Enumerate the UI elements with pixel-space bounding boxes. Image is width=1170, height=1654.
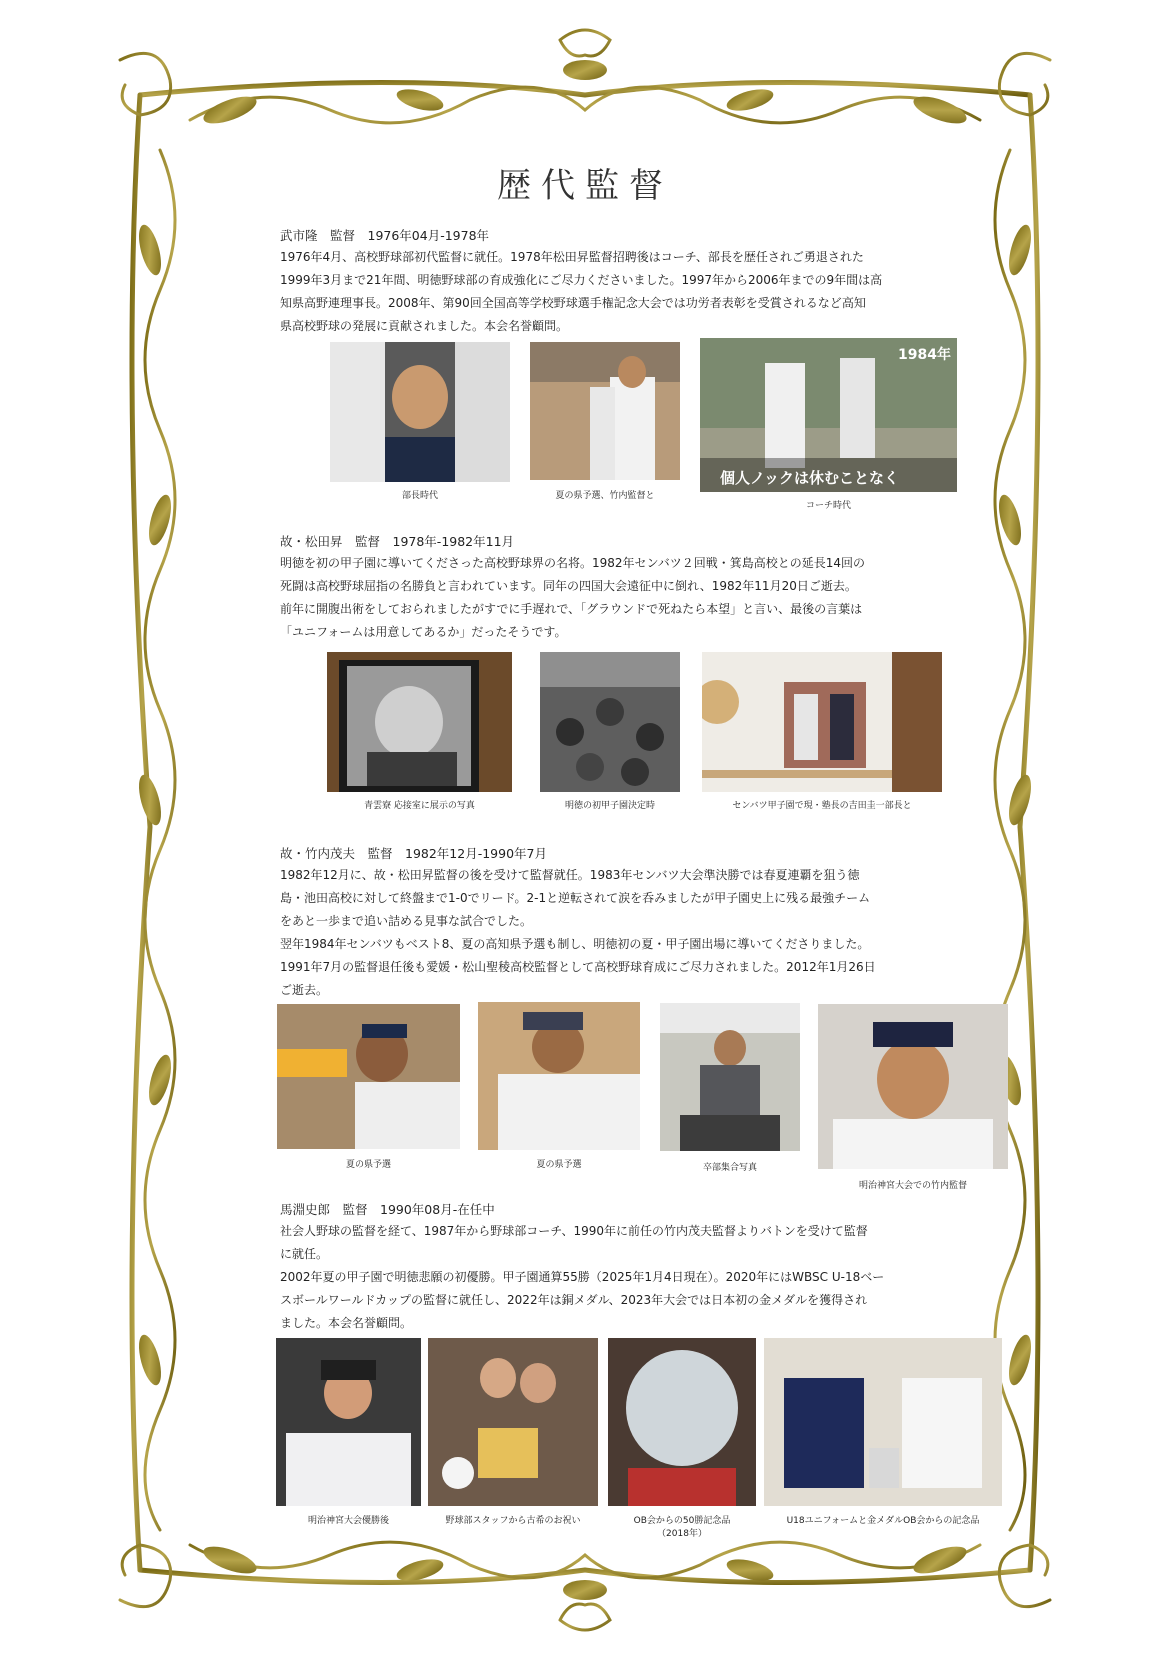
caption: 夏の県予選、竹内監督と <box>555 491 655 501</box>
video-subtitle-overlay: 個人ノックは休むことなく <box>720 469 899 487</box>
body-line: 1982年12月に、故・松田昇監督の後を受けて監督就任。1983年センバツ大会準決勝では春夏連覇を狙う徳 <box>280 868 860 882</box>
caption: 明治神宮大会での竹内監督 <box>858 1181 967 1191</box>
jersey-photo-icon <box>764 1338 1002 1506</box>
photo-senbatsu <box>702 652 942 792</box>
body-line: スボールワールドカップの監督に就任し、2022年は銅メダル、2023年大会では日本初の金メダルを獲得され <box>280 1293 868 1307</box>
body-line: ました。本会名誉顧問。 <box>280 1316 413 1330</box>
photo-seiunryo <box>327 652 512 792</box>
caption: 野球部スタッフから古希のお祝い <box>445 1516 581 1526</box>
photo-u18 <box>764 1338 1002 1506</box>
body-line: 県高校野球の発展に貢献されました。本会名誉顧問。 <box>280 319 569 333</box>
page-title: 歴代監督 <box>497 166 673 206</box>
portrait-photo-icon <box>330 342 510 482</box>
photo-koki <box>428 1338 598 1506</box>
section-heading-matsuda: 故・松田昇 監督 1978年-1982年11月 <box>280 534 515 549</box>
shelf-display-icon <box>702 652 942 792</box>
crowd-photo-icon <box>540 652 680 792</box>
section-heading-mabuchi: 馬淵史郎 監督 1990年08月-在任中 <box>280 1202 495 1217</box>
body-line: 2002年夏の甲子園で明徳悲願の初優勝。甲子園通算55勝（2025年1月4日現在）。2020年にはWBSC U-18ベー <box>280 1270 885 1284</box>
caption: 明治神宮大会優勝後 <box>307 1516 389 1526</box>
caption: 部長時代 <box>401 491 438 501</box>
body-line: 死闘は高校野球屈指の名勝負と言われています。同年の四国大会遠征中に倒れ、1982年11月20日ご逝去。 <box>280 579 857 593</box>
caption: 夏の県予選 <box>536 1160 582 1170</box>
photo-hatsu-koshien <box>540 652 680 792</box>
photo-bucho-jidai <box>330 342 510 482</box>
photo-meiji-jingu <box>818 1004 1008 1169</box>
field-photo-icon <box>530 342 680 480</box>
photo-kochi-uniform <box>478 1002 640 1150</box>
body-line: 明徳を初の甲子園に導いてくださった高校野球界の名将。1982年センバツ２回戦・箕島高校との延長14回の <box>280 556 865 570</box>
photo-coach-jidai <box>700 338 957 492</box>
photo-yusho <box>276 1338 421 1506</box>
caption: 明徳の初甲子園決定時 <box>564 801 655 811</box>
caption-year: （2018年） <box>657 1529 707 1539</box>
caption: センバツ甲子園で現・塾長の吉田圭一部長と <box>732 801 912 811</box>
photo-natsu-kenyosen <box>530 342 680 480</box>
section-body-takeuchi <box>280 864 920 1002</box>
body-line: ご逝去。 <box>280 983 329 997</box>
celebration-photo-icon <box>428 1338 598 1506</box>
body-line: 社会人野球の監督を経て、1987年から野球部コーチ、1990年に前任の竹内茂夫監督よりバトンを受けて監督 <box>280 1224 868 1238</box>
video-year-overlay: 1984年 <box>898 347 951 363</box>
framed-portrait-icon <box>327 652 512 792</box>
caption: 卒部集合写真 <box>702 1163 757 1173</box>
drinking-photo-icon <box>277 1004 460 1149</box>
victory-photo-icon <box>276 1338 421 1506</box>
trophy-photo-icon <box>608 1338 756 1506</box>
uniform-photo-icon <box>478 1002 640 1150</box>
photo-drinking <box>277 1004 460 1149</box>
section-body-mabuchi <box>280 1220 920 1335</box>
section-body-matsuda <box>280 552 920 644</box>
photo-50sho <box>608 1338 756 1506</box>
body-line: 1976年4月、高校野球部初代監督に就任。1978年松田昇監督招聘後はコーチ、部長を歴任されご勇退された <box>280 250 864 264</box>
body-line: 1999年3月まで21年間、明徳野球部の育成強化にご尽力くださいました。1997年から2006年までの9年間は高 <box>280 273 883 287</box>
body-line: 知県高野連理事長。2008年、第90回全国高等学校野球選手権記念大会では功労者表彰を受賞されるなど高知 <box>280 296 866 310</box>
section-heading-takechi: 武市隆 監督 1976年04月-1978年 <box>280 228 490 243</box>
photo-sotsubu <box>660 1003 800 1151</box>
body-line: 前年に開腹出術をしておられましたがすでに手遅れで、「グラウンドで死ねたら本望」と言い、最後の言葉は <box>280 602 863 616</box>
group-photo-icon <box>660 1003 800 1151</box>
caption: 夏の県予選 <box>345 1160 391 1170</box>
body-line: 島・池田高校に対して終盤まで1-0でリード。2-1と逆転されて涙を呑みましたが甲子園史上に残る最強チーム <box>280 891 871 905</box>
body-line: 「ユニフォームは用意してあるか」だったそうです。 <box>280 625 567 639</box>
body-line: 翌年1984年センバツもベスト8、夏の高知県予選も制し、明徳初の夏・甲子園出場に導いてくださりました。 <box>280 937 870 951</box>
closeup-photo-icon <box>818 1004 1008 1169</box>
section-heading-takeuchi: 故・竹内茂夫 監督 1982年12月-1990年7月 <box>280 846 547 861</box>
caption: 青雲寮 応接室に展示の写真 <box>364 801 475 811</box>
body-line: をあと一歩まで追い詰める見事な試合でした。 <box>280 914 533 928</box>
section-body-takechi <box>280 246 920 338</box>
caption: コーチ時代 <box>805 501 851 511</box>
body-line: 1991年7月の監督退任後も愛媛・松山聖稜高校監督として高校野球育成にご尽力されました。2012年1月26日 <box>280 960 876 974</box>
caption: OB会からの50勝記念品 <box>633 1516 731 1526</box>
body-line: に就任。 <box>280 1247 329 1261</box>
caption: U18ユニフォームと金メダルOB会からの記念品 <box>786 1516 980 1526</box>
